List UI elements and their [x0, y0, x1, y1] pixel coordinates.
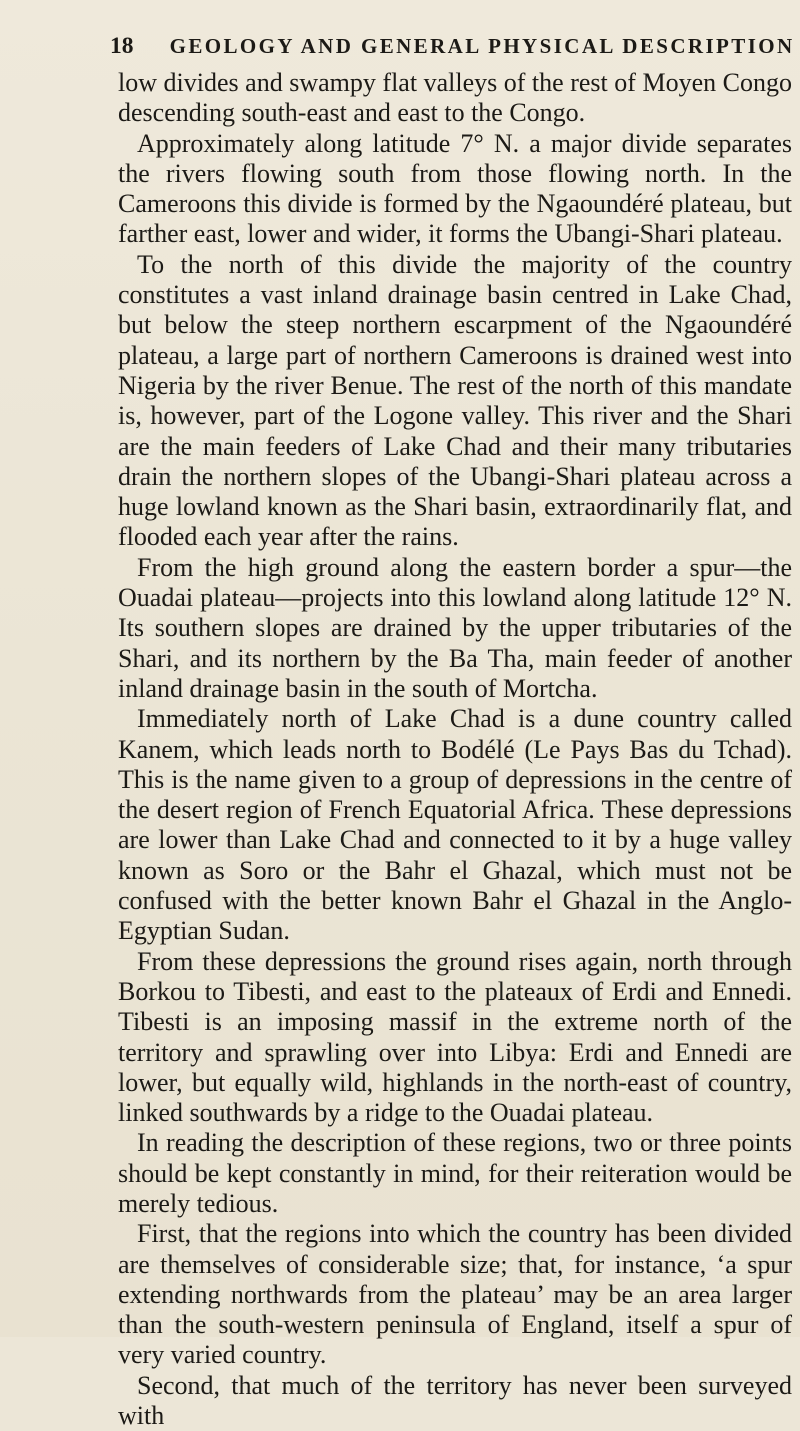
page-number: 18	[110, 33, 134, 59]
body-text	[118, 68, 792, 1431]
running-head-title: GEOLOGY AND GENERAL PHYSICAL DESCRIPTION	[169, 34, 795, 58]
running-head	[110, 28, 800, 64]
paragraph-6: From these depressions the ground rises again, north through Borkou to Tibesti, and east to the plateaux of Erdi and Ennedi. Tibesti is an imposing massif in the extreme north of the territory and sprawling over into Libya: Erdi and Ennedi are lower, but equally wild, highlands in the north-east of country, linked southwards by a ridge to the Ouadai plateau.	[118, 946, 792, 1128]
paragraph-9: Second, that much of the territory has never been surveyed with	[118, 1370, 792, 1431]
paragraph-5: Immediately north of Lake Chad is a dune country called Kanem, which leads north to Bodélé (Le Pays Bas du Tchad). This is the name given to a group of depressions in the centre of the desert region of French Equatorial Africa. These depressions are lower than Lake Chad and connected to it by a huge valley known as Soro or the Bahr el Ghazal, which must not be confused with the better known Bahr el Ghazal in the Anglo-Egyptian Sudan.	[118, 704, 792, 946]
paragraph-4: From the high ground along the eastern border a spur—the Ouadai plateau—projects into this lowland along latitude 12° N. Its southern slopes are drained by the upper tributaries of the Shari, and its northern by the Ba Tha, main feeder of another inland drainage basin in the south of Mortcha.	[118, 552, 792, 703]
paragraph-1: low divides and swampy flat valleys of the rest of Moyen Congo descending south-east and east to the Congo.	[118, 68, 792, 128]
paragraph-7: In reading the description of these regions, two or three points should be kept constantly in mind, for their reiteration would be merely tedious.	[118, 1128, 792, 1218]
paragraph-2: Approximately along latitude 7° N. a major divide separates the rivers flowing south from those flowing north. In the Cameroons this divide is formed by the Ngaoundéré plateau, but farther east, lower and wider, it forms the Ubangi-Shari plateau.	[118, 128, 792, 249]
paragraph-3: To the north of this divide the majority of the country constitutes a vast inland drainage basin centred in Lake Chad, but below the steep northern escarpment of the Ngaoundéré plateau, a large part of northern Cameroons is drained west into Nigeria by the river Benue. The rest of the north of this mandate is, however, part of the Logone valley. This river and the Shari are the main feeders of Lake Chad and their many tributaries drain the northern slopes of the Ubangi-Shari plateau across a huge lowland known as the Shari basin, extraordinarily flat, and flooded each year after the rains.	[118, 249, 792, 552]
paragraph-8: First, that the regions into which the country has been divided are themselves of considerable size; that, for instance, ‘a spur extending northwards from the plateau’ may be an area larger than the south-western peninsula of England, itself a spur of very varied country.	[118, 1219, 792, 1370]
